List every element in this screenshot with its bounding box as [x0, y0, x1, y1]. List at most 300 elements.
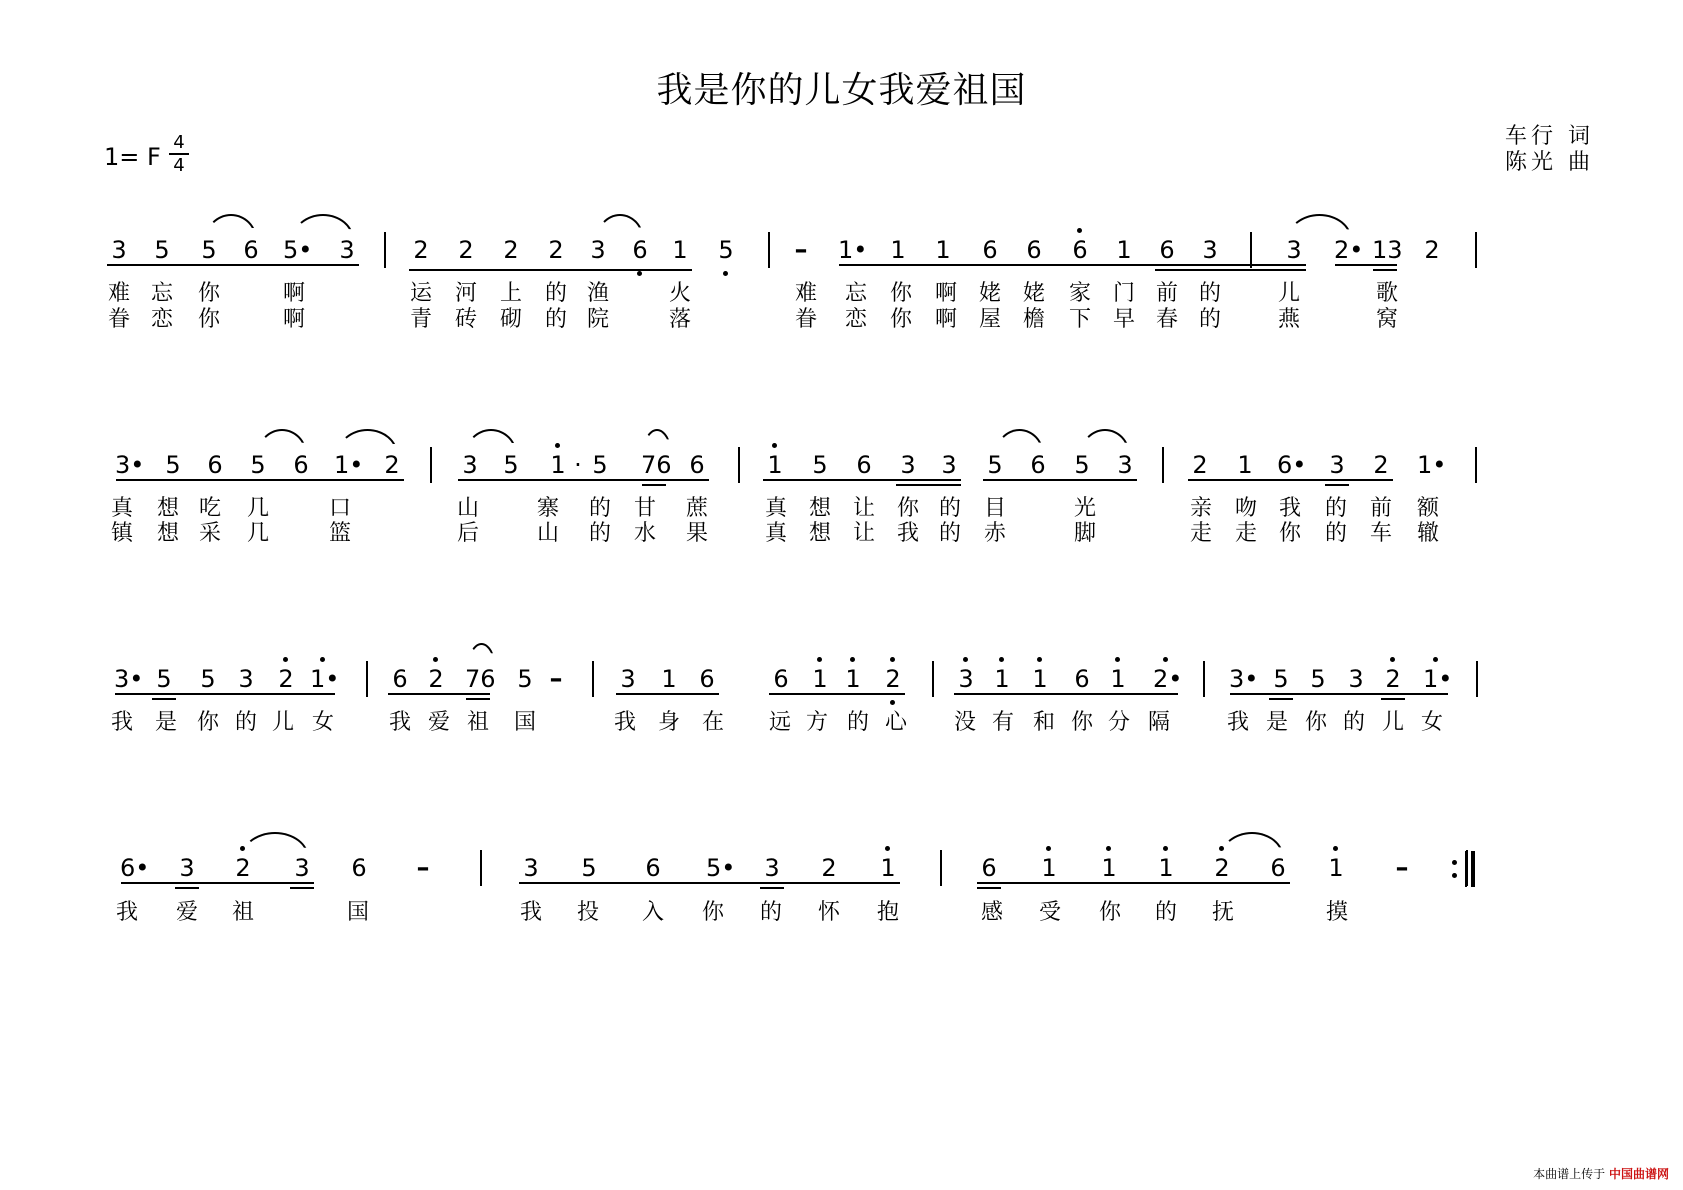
beam-underline [115, 693, 335, 695]
note: 6 [981, 854, 997, 882]
meter-top: 4 [173, 132, 185, 153]
lyric-char: 心 [884, 710, 907, 735]
lyric-char: 走 [1189, 521, 1212, 546]
lyric-char: 脚 [1073, 521, 1096, 546]
lyric-char: 檐 [1022, 307, 1045, 332]
beam-underline [1373, 269, 1397, 271]
note: 1 [812, 665, 828, 693]
beam-underline [1230, 693, 1448, 695]
note: 3• [114, 665, 144, 693]
lyric-char: 你 [701, 900, 724, 925]
note: 6 [207, 451, 223, 479]
lyric-char: 落 [668, 307, 691, 332]
lyricist-credit: 车行 词 [1505, 124, 1594, 149]
octave-dot-high [433, 657, 438, 662]
note: 2 [235, 854, 251, 882]
octave-dot-high [772, 443, 777, 448]
barline [366, 661, 368, 697]
lyric-char: 的 [588, 496, 611, 521]
octave-dot-high [1037, 657, 1042, 662]
lyric-char: 几 [246, 521, 269, 546]
beam-underline [388, 693, 490, 695]
lyric-char: 儿 [1381, 710, 1404, 735]
beam-underline [954, 693, 1178, 695]
octave-dot-high [1333, 846, 1338, 851]
note: 6 [645, 854, 661, 882]
beam-underline [175, 887, 199, 889]
note: 5 [592, 451, 608, 479]
beam-underline [121, 882, 314, 884]
note: 3 [294, 854, 310, 882]
note: 5 [1074, 451, 1090, 479]
note: – [416, 853, 430, 883]
note: 5 [718, 236, 734, 264]
note: – [1395, 853, 1409, 883]
note: 6 [982, 236, 998, 264]
note: 6 [392, 665, 408, 693]
lyric-char: 没 [953, 710, 976, 735]
lyric-char: 前 [1155, 281, 1178, 306]
footer [1533, 1165, 1669, 1182]
note: 3 [111, 236, 127, 264]
lyric-char: 的 [759, 900, 782, 925]
octave-dot-high [1163, 846, 1168, 851]
lyric-char: 我 [388, 710, 411, 735]
beam-underline [290, 887, 314, 889]
lyric-char: 是 [154, 710, 177, 735]
lyric-char: 额 [1416, 496, 1439, 521]
lyric-char: 后 [456, 521, 479, 546]
lyric-char: 我 [613, 710, 636, 735]
lyric-char: 寨 [536, 496, 559, 521]
octave-dot-high [817, 657, 822, 662]
slur [467, 643, 496, 669]
lyric-char: 的 [1342, 710, 1365, 735]
lyric-char: 难 [794, 281, 817, 306]
lyric-char: 想 [808, 496, 831, 521]
lyric-char: 山 [456, 496, 479, 521]
note: 1 [550, 451, 566, 479]
note: 5 [503, 451, 519, 479]
lyric-char: 你 [889, 281, 912, 306]
lyric-char: 啊 [282, 307, 305, 332]
beam-underline [1188, 479, 1393, 481]
lyric-char: 爱 [427, 710, 450, 735]
lyric-char: 赤 [983, 521, 1006, 546]
lyric-char: 的 [1324, 496, 1347, 521]
note: 2 [1385, 665, 1401, 693]
lyric-char: 啊 [934, 281, 957, 306]
note: 5 [250, 451, 266, 479]
note: 2 [384, 451, 400, 479]
lyric-char: 女 [1420, 710, 1443, 735]
meter-bottom: 4 [173, 155, 185, 176]
lyric-char: 我 [519, 900, 542, 925]
lyric-char: 山 [536, 521, 559, 546]
lyric-char: 的 [938, 521, 961, 546]
octave-dot-high [850, 657, 855, 662]
beam-underline [1155, 269, 1306, 271]
note: 3 [462, 451, 478, 479]
lyric-char: 我 [1226, 710, 1249, 735]
barline [480, 850, 482, 886]
barline [932, 661, 934, 697]
note: 3• [115, 451, 145, 479]
note: 1 [1041, 854, 1057, 882]
note: 6 [1270, 854, 1286, 882]
slur [465, 429, 517, 455]
lyric-char: 窝 [1375, 307, 1398, 332]
note: 5• [706, 854, 736, 882]
note: 1• [1417, 451, 1447, 479]
note: 1• [838, 236, 868, 264]
lyric-char: 运 [409, 281, 432, 306]
barline [1475, 232, 1477, 268]
lyric-char: 姥 [1022, 281, 1045, 306]
lyric-char: 你 [197, 281, 220, 306]
lyric-char: 前 [1369, 496, 1392, 521]
note: 5 [1310, 665, 1326, 693]
lyric-char: 的 [1324, 521, 1347, 546]
lyric-char: 女 [311, 710, 334, 735]
lyric-char: 上 [499, 281, 522, 306]
lyric-char: 渔 [586, 281, 609, 306]
note: 6 [773, 665, 789, 693]
footer-brand: 中国曲谱网 [1608, 1167, 1669, 1181]
slur [205, 214, 257, 240]
lyric-char: 的 [846, 710, 869, 735]
note: 6 [1072, 236, 1088, 264]
lyric-char: 院 [586, 307, 609, 332]
note: 6• [1277, 451, 1307, 479]
note: 1 [1158, 854, 1174, 882]
lyric-char: 几 [246, 496, 269, 521]
note: 6 [351, 854, 367, 882]
note: 3 [238, 665, 254, 693]
octave-dot-high [963, 657, 968, 662]
lyric-char: 光 [1073, 496, 1096, 521]
lyric-char: 我 [115, 900, 138, 925]
note: 5 [987, 451, 1003, 479]
repeat-end-thin [1465, 851, 1467, 887]
note: 5 [517, 665, 533, 693]
note: 2 [548, 236, 564, 264]
beam-underline [152, 698, 176, 700]
repeat-dot [1452, 873, 1457, 878]
lyric-char: 门 [1112, 281, 1135, 306]
lyric-char: 春 [1155, 307, 1178, 332]
lyric-char: 走 [1234, 521, 1257, 546]
lyric-char: 火 [668, 281, 691, 306]
note: 1 [880, 854, 896, 882]
beam-underline [116, 479, 404, 481]
lyric-char: 真 [110, 496, 133, 521]
note: 5 [200, 665, 216, 693]
note: 1 [767, 451, 783, 479]
note: 2 [1214, 854, 1230, 882]
note: 1 [661, 665, 677, 693]
lyric-char: 的 [588, 521, 611, 546]
lyric-char: 让 [852, 496, 875, 521]
note: 6• [120, 854, 150, 882]
beam-underline [642, 484, 666, 486]
lyric-char: 隔 [1147, 710, 1170, 735]
barline [768, 232, 770, 268]
lyric-char: 的 [1198, 281, 1221, 306]
lyric-char: 想 [808, 521, 831, 546]
note: 6 [856, 451, 872, 479]
beam-underline [458, 479, 709, 481]
note: 2 [1192, 451, 1208, 479]
beam-underline [977, 882, 1290, 884]
lyric-char: 眷 [107, 307, 130, 332]
footer-prefix: 本曲谱上传于 [1533, 1167, 1606, 1181]
slur [642, 429, 672, 455]
note: 2 [428, 665, 444, 693]
note: 2 [458, 236, 474, 264]
barline [738, 447, 740, 483]
lyric-char: 砖 [454, 307, 477, 332]
lyric-char: 你 [197, 307, 220, 332]
lyric-char: 吃 [198, 496, 221, 521]
lyric-char: 镇 [110, 521, 133, 546]
beam-underline [107, 264, 359, 266]
lyric-char: 真 [764, 496, 787, 521]
lyric-char: 是 [1265, 710, 1288, 735]
lyric-char: 歌 [1375, 281, 1398, 306]
lyric-char: 抱 [876, 900, 899, 925]
beam-underline [466, 698, 490, 700]
lyric-char: 难 [107, 281, 130, 306]
octave-dot-high [1390, 657, 1395, 662]
barline [592, 661, 594, 697]
note: 1 [994, 665, 1010, 693]
lyric-char: 恋 [844, 307, 867, 332]
octave-dot-high [890, 657, 895, 662]
lyric-char: 家 [1068, 281, 1091, 306]
barline [1475, 447, 1477, 483]
note: · [574, 451, 582, 479]
beam-underline [616, 693, 719, 695]
lyric-char: 河 [454, 281, 477, 306]
note: 2 [1373, 451, 1389, 479]
lyric-char: 国 [513, 710, 536, 735]
note: 1 [1110, 665, 1126, 693]
lyric-char: 入 [641, 900, 664, 925]
lyric-char: 儿 [1277, 281, 1300, 306]
note: – [794, 235, 808, 265]
octave-dot-high [1115, 657, 1120, 662]
lyric-char: 忘 [844, 281, 867, 306]
beam-underline [896, 484, 961, 486]
note: 3 [1329, 451, 1345, 479]
lyric-char: 辙 [1416, 521, 1439, 546]
lyric-char: 忘 [150, 281, 173, 306]
octave-dot-low [890, 700, 895, 705]
beam-underline [1381, 698, 1405, 700]
barline [384, 232, 386, 268]
lyric-char: 屋 [978, 307, 1001, 332]
note: 1 [935, 236, 951, 264]
note: 2 [278, 665, 294, 693]
octave-dot-low [723, 271, 728, 276]
beam-underline [519, 882, 900, 884]
lyric-char: 蔗 [685, 496, 708, 521]
note: 1 [1032, 665, 1048, 693]
note: 3 [339, 236, 355, 264]
lyric-char: 采 [198, 521, 221, 546]
barline [1476, 661, 1478, 697]
lyric-char: 和 [1032, 710, 1055, 735]
note: 1 [1116, 236, 1132, 264]
slur [596, 214, 644, 240]
lyric-char: 车 [1369, 521, 1392, 546]
note: 6 [632, 236, 648, 264]
note: 6 [1159, 236, 1175, 264]
slur [292, 214, 354, 240]
lyric-char: 远 [768, 710, 791, 735]
lyric-char: 有 [991, 710, 1014, 735]
lyric-char: 你 [1070, 710, 1093, 735]
note: 5 [154, 236, 170, 264]
note: 5 [156, 665, 172, 693]
octave-dot-high [555, 443, 560, 448]
lyric-char: 啊 [934, 307, 957, 332]
note: 6 [1074, 665, 1090, 693]
beam-underline [409, 269, 692, 271]
lyric-char: 我 [110, 710, 133, 735]
note: 1 [672, 236, 688, 264]
lyric-char: 祖 [466, 710, 489, 735]
octave-dot-high [1046, 846, 1051, 851]
note: 3 [958, 665, 974, 693]
lyric-char: 你 [1098, 900, 1121, 925]
slur [995, 429, 1044, 455]
lyric-char: 让 [852, 521, 875, 546]
lyric-char: 的 [544, 307, 567, 332]
lyric-char: 我 [896, 521, 919, 546]
key-signature: 1= F [104, 143, 161, 171]
lyric-char: 口 [328, 496, 351, 521]
lyric-char: 的 [1154, 900, 1177, 925]
lyric-char: 甘 [633, 496, 656, 521]
octave-dot-high [1433, 657, 1438, 662]
note: 1 [890, 236, 906, 264]
lyric-char: 分 [1107, 710, 1130, 735]
lyric-char: 水 [633, 521, 656, 546]
lyric-char: 儿 [271, 710, 294, 735]
lyric-char: 恋 [150, 307, 173, 332]
lyric-char: 目 [983, 496, 1006, 521]
note: 3 [900, 451, 916, 479]
beam-underline [763, 479, 961, 481]
lyric-char: 受 [1038, 900, 1061, 925]
note: 5• [283, 236, 313, 264]
note: 1 [1237, 451, 1253, 479]
lyric-char: 果 [685, 521, 708, 546]
note: 6 [699, 665, 715, 693]
note: 3 [523, 854, 539, 882]
note: 76 [641, 451, 672, 479]
lyric-char: 真 [764, 521, 787, 546]
lyric-char: 青 [409, 307, 432, 332]
lyric-char: 抚 [1211, 900, 1234, 925]
note: 2 [413, 236, 429, 264]
beam-underline [977, 887, 1001, 889]
lyric-char: 想 [156, 521, 179, 546]
lyric-char: 的 [938, 496, 961, 521]
note: 3 [1286, 236, 1302, 264]
lyric-char: 摸 [1325, 900, 1348, 925]
note: 2 [503, 236, 519, 264]
lyric-char: 我 [1278, 496, 1301, 521]
note: 3 [1117, 451, 1133, 479]
note: 3 [590, 236, 606, 264]
note: 3 [179, 854, 195, 882]
lyric-char: 砌 [499, 307, 522, 332]
note: 5 [201, 236, 217, 264]
barline [1250, 232, 1252, 268]
note: 5 [812, 451, 828, 479]
lyric-char: 你 [1278, 521, 1301, 546]
lyric-char: 想 [156, 496, 179, 521]
slur [1080, 429, 1130, 455]
lyric-char: 眷 [794, 307, 817, 332]
barline [1203, 661, 1205, 697]
lyric-char: 在 [701, 710, 724, 735]
note: 13 [1372, 236, 1403, 264]
lyric-char: 吻 [1234, 496, 1257, 521]
lyric-char: 燕 [1277, 307, 1300, 332]
slur [1220, 832, 1284, 858]
page-title: 我是你的儿女我爱祖国 [656, 70, 1027, 111]
beam-underline [983, 479, 1137, 481]
note: 1 [845, 665, 861, 693]
lyric-char: 爱 [175, 900, 198, 925]
lyric-char: 啊 [282, 281, 305, 306]
lyric-char: 你 [196, 710, 219, 735]
beam-underline [760, 887, 784, 889]
note: 2• [1153, 665, 1183, 693]
note: 2 [1424, 236, 1440, 264]
time-signature [169, 133, 189, 175]
repeat-end-barline [1471, 851, 1475, 887]
note: 6 [689, 451, 705, 479]
barline [430, 447, 432, 483]
lyric-char: 方 [805, 710, 828, 735]
note: 6 [243, 236, 259, 264]
octave-dot-high [885, 846, 890, 851]
lyric-char: 国 [346, 900, 369, 925]
lyric-char: 祖 [231, 900, 254, 925]
octave-dot-high [1077, 228, 1082, 233]
note: 6 [1030, 451, 1046, 479]
beam-underline [1335, 264, 1397, 266]
lyric-char: 你 [889, 307, 912, 332]
lyric-char: 的 [544, 281, 567, 306]
note: 5 [581, 854, 597, 882]
octave-dot-low [637, 271, 642, 276]
note: 3 [1348, 665, 1364, 693]
lyric-char: 的 [234, 710, 257, 735]
lyric-char: 的 [1198, 307, 1221, 332]
note: 1• [310, 665, 340, 693]
beam-underline [1269, 698, 1293, 700]
octave-dot-high [1163, 657, 1168, 662]
lyric-char: 姥 [978, 281, 1001, 306]
octave-dot-high [1106, 846, 1111, 851]
lyric-char: 怀 [817, 900, 840, 925]
